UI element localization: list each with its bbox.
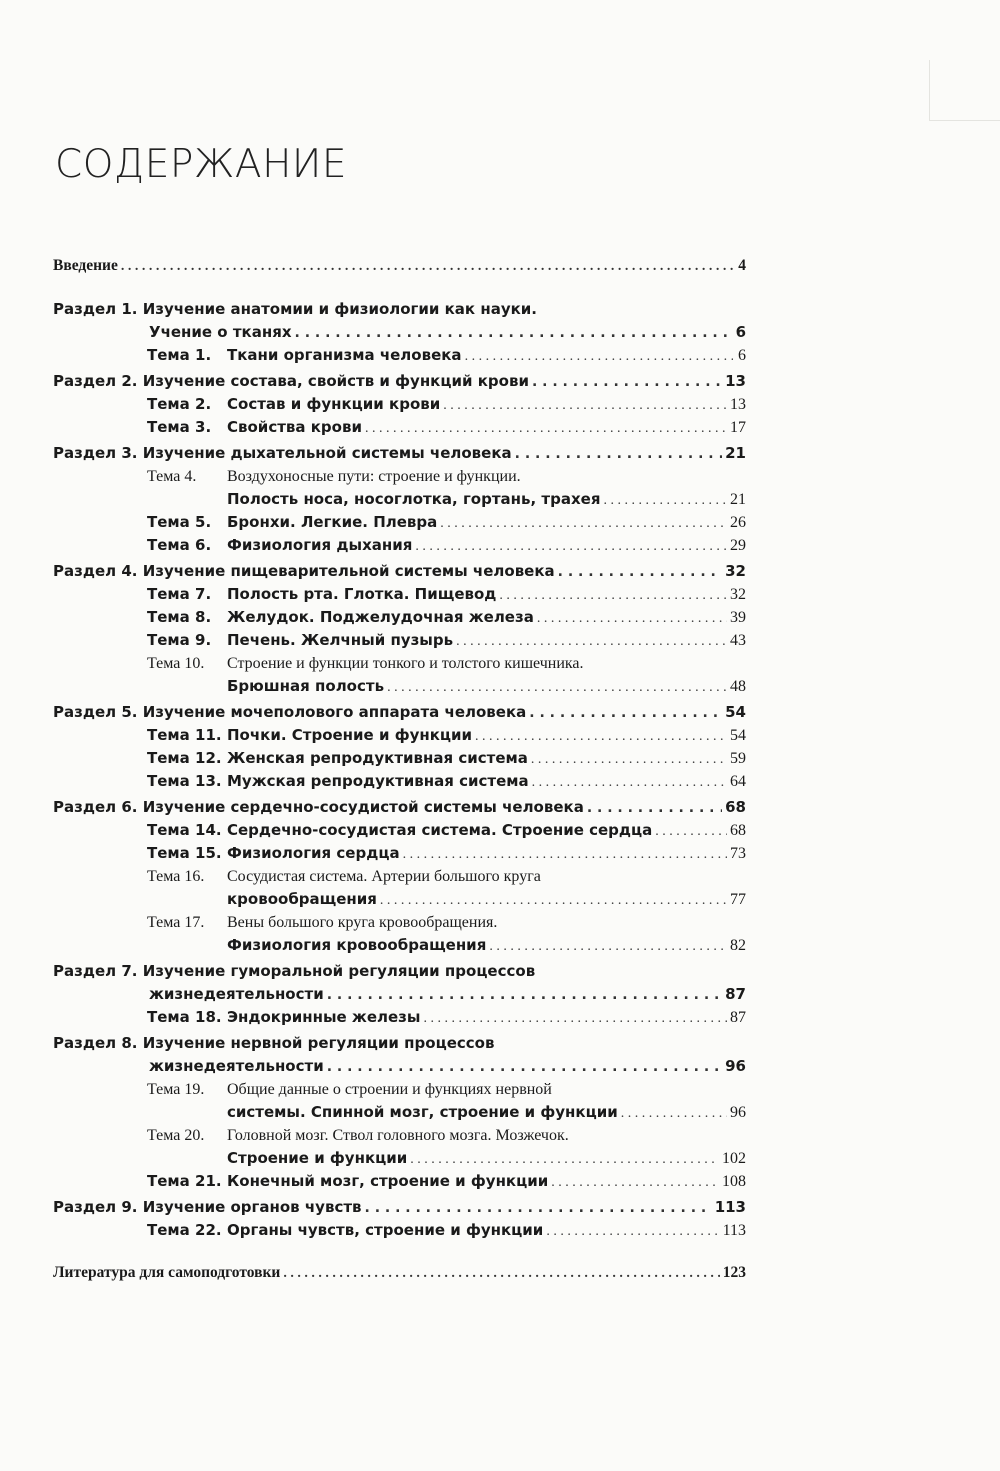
topic-title: Мужская репродуктивная система bbox=[227, 772, 529, 790]
section-title-row bbox=[53, 701, 746, 724]
topic-label bbox=[53, 511, 437, 534]
dot-leader bbox=[327, 984, 722, 1007]
topic-label bbox=[53, 1101, 618, 1124]
topic-title: Ткани организма человека bbox=[227, 346, 462, 364]
section-page: 54 bbox=[725, 703, 746, 721]
dot-leader bbox=[546, 1220, 719, 1243]
topic-label bbox=[53, 1147, 407, 1170]
topic-title-line bbox=[53, 1078, 746, 1101]
topic-title: Физиология кровообращения bbox=[227, 936, 487, 954]
dot-leader bbox=[410, 1148, 719, 1171]
toc-topic[interactable] bbox=[53, 344, 746, 367]
topic-page: 77 bbox=[730, 891, 746, 908]
topic-page: 113 bbox=[722, 1222, 746, 1239]
topic-title: Головной мозг. Ствол головного мозга. Мозжечок. bbox=[227, 1127, 569, 1144]
topic-label bbox=[53, 1219, 543, 1242]
toc-topic[interactable] bbox=[53, 583, 746, 606]
dot-leader bbox=[380, 889, 727, 912]
toc-sections bbox=[53, 298, 746, 1242]
toc-section[interactable] bbox=[53, 442, 746, 557]
section-title: Изучение пищеварительной системы человека bbox=[142, 562, 555, 580]
topic-number: Тема 12. bbox=[147, 749, 222, 767]
toc-topic[interactable] bbox=[53, 488, 746, 511]
topic-title: Физиология сердца bbox=[227, 844, 400, 862]
topic-title: Строение и функции тонкого и толстого кишечника. bbox=[227, 655, 584, 672]
section-page: 13 bbox=[725, 372, 746, 390]
section-title-row bbox=[53, 442, 746, 465]
dot-leader bbox=[489, 935, 727, 958]
section-page: 68 bbox=[725, 798, 746, 816]
topic-number: Тема 9. bbox=[147, 631, 212, 649]
toc-topic[interactable] bbox=[53, 1170, 746, 1193]
section-title-label bbox=[53, 560, 555, 583]
topic-title: Вены большого круга кровообращения. bbox=[227, 914, 498, 931]
toc-intro-label: Введение bbox=[53, 257, 118, 274]
topic-number: Тема 21. bbox=[147, 1172, 222, 1190]
toc-section[interactable] bbox=[53, 370, 746, 439]
toc-section[interactable] bbox=[53, 298, 746, 367]
dot-leader bbox=[283, 1262, 719, 1285]
section-title-line bbox=[53, 960, 746, 983]
topic-title: Почки. Строение и функции bbox=[227, 726, 473, 744]
section-title: Изучение анатомии и физиологии как науки. bbox=[142, 300, 537, 318]
topic-title-line bbox=[53, 465, 746, 488]
toc-topic[interactable] bbox=[53, 675, 746, 698]
dot-leader bbox=[365, 1197, 712, 1220]
section-prefix: Раздел 5. bbox=[53, 703, 138, 721]
topic-page: 59 bbox=[730, 750, 746, 767]
topic-number: Тема 14. bbox=[147, 821, 222, 839]
topic-title: Сердечно-сосудистая система. Строение сердца bbox=[227, 821, 653, 839]
toc-topic[interactable] bbox=[53, 1147, 746, 1170]
dot-leader bbox=[295, 322, 733, 345]
topic-page: 6 bbox=[738, 347, 746, 364]
topic-page: 73 bbox=[730, 845, 746, 862]
topic-page: 64 bbox=[730, 773, 746, 790]
dot-leader bbox=[515, 443, 722, 466]
toc-section[interactable] bbox=[53, 1196, 746, 1242]
section-title: Учение о тканях bbox=[149, 323, 292, 341]
toc-topic[interactable] bbox=[53, 888, 746, 911]
section-page: 87 bbox=[725, 985, 746, 1003]
dot-leader bbox=[443, 394, 727, 417]
page-title: СОДЕРЖАНИЕ bbox=[55, 142, 347, 187]
section-prefix: Раздел 1. bbox=[53, 300, 138, 318]
toc-topic[interactable] bbox=[53, 1006, 746, 1029]
section-title-row bbox=[53, 1196, 746, 1219]
topic-page: 43 bbox=[730, 632, 746, 649]
topic-page: 48 bbox=[730, 678, 746, 695]
table-of-contents bbox=[53, 254, 746, 1284]
topic-title: Сосудистая система. Артерии большого круга bbox=[227, 868, 541, 885]
topic-number: Тема 5. bbox=[147, 513, 212, 531]
toc-topic[interactable] bbox=[53, 1101, 746, 1124]
section-prefix: Раздел 9. bbox=[53, 1198, 138, 1216]
topic-label bbox=[53, 1170, 548, 1193]
section-title-label bbox=[53, 701, 526, 724]
dot-leader bbox=[423, 1007, 727, 1030]
dot-leader bbox=[621, 1102, 727, 1125]
topic-label bbox=[53, 888, 377, 911]
dot-leader bbox=[465, 345, 733, 368]
toc-section[interactable] bbox=[53, 1032, 746, 1193]
section-page: 6 bbox=[735, 323, 746, 341]
topic-number: Тема 18. bbox=[147, 1008, 222, 1026]
toc-section[interactable] bbox=[53, 701, 746, 793]
toc-literature[interactable] bbox=[53, 1261, 746, 1284]
section-title-label bbox=[53, 1196, 362, 1219]
section-title-row bbox=[53, 796, 746, 819]
section-title: жизнедеятельности bbox=[149, 985, 324, 1003]
topic-page: 32 bbox=[730, 586, 746, 603]
topic-label bbox=[53, 1006, 420, 1029]
topic-number: Тема 7. bbox=[147, 585, 212, 603]
topic-number: Тема 3. bbox=[147, 418, 212, 436]
topic-label bbox=[53, 416, 362, 439]
dot-leader bbox=[440, 512, 727, 535]
topic-label bbox=[53, 534, 412, 557]
section-title: Изучение сердечно-сосудистой системы человека bbox=[142, 798, 584, 816]
dot-leader bbox=[603, 489, 727, 512]
topic-title: Эндокринные железы bbox=[227, 1008, 421, 1026]
topic-page: 39 bbox=[730, 609, 746, 626]
section-page: 32 bbox=[725, 562, 746, 580]
topic-number: Тема 17. bbox=[147, 914, 205, 931]
topic-label bbox=[53, 488, 600, 511]
topic-title: Состав и функции крови bbox=[227, 395, 441, 413]
section-title: жизнедеятельности bbox=[149, 1057, 324, 1075]
topic-title: Печень. Желчный пузырь bbox=[227, 631, 454, 649]
section-title-label bbox=[53, 1055, 324, 1078]
section-title-label bbox=[53, 796, 584, 819]
toc-intro-page: 4 bbox=[738, 257, 746, 274]
toc-topic[interactable] bbox=[53, 393, 746, 416]
topic-page: 87 bbox=[730, 1009, 746, 1026]
toc-section[interactable] bbox=[53, 796, 746, 957]
toc-section[interactable] bbox=[53, 960, 746, 1029]
toc-topic[interactable] bbox=[53, 934, 746, 957]
toc-section[interactable] bbox=[53, 560, 746, 698]
topic-number: Тема 19. bbox=[147, 1081, 205, 1098]
toc-topic[interactable] bbox=[53, 534, 746, 557]
topic-number: Тема 13. bbox=[147, 772, 222, 790]
dot-leader bbox=[456, 630, 727, 653]
dot-leader bbox=[537, 607, 727, 630]
topic-title: Полость рта. Глотка. Пищевод bbox=[227, 585, 497, 603]
topic-label bbox=[53, 747, 528, 770]
toc-topic[interactable] bbox=[53, 842, 746, 865]
dot-leader bbox=[532, 771, 727, 794]
toc-topic[interactable] bbox=[53, 724, 746, 747]
section-prefix: Раздел 2. bbox=[53, 372, 138, 390]
section-title: Изучение дыхательной системы человека bbox=[142, 444, 512, 462]
topic-number: Тема 11. bbox=[147, 726, 222, 744]
section-title-line bbox=[53, 1032, 746, 1055]
toc-topic[interactable] bbox=[53, 606, 746, 629]
topic-title: Желудок. Поджелудочная железа bbox=[227, 608, 534, 626]
toc-literature-label: Литература для самоподготовки bbox=[53, 1264, 281, 1281]
section-prefix: Раздел 3. bbox=[53, 444, 138, 462]
topic-label bbox=[53, 770, 529, 793]
topic-number: Тема 6. bbox=[147, 536, 212, 554]
topic-number: Тема 20. bbox=[147, 1127, 205, 1144]
dot-leader bbox=[551, 1171, 719, 1194]
topic-title-line bbox=[53, 865, 746, 888]
topic-page: 102 bbox=[722, 1150, 746, 1167]
dot-leader bbox=[499, 584, 727, 607]
dot-leader bbox=[403, 843, 727, 866]
section-prefix: Раздел 8. bbox=[53, 1034, 138, 1052]
topic-page: 68 bbox=[730, 822, 746, 839]
dot-leader bbox=[558, 561, 722, 584]
section-page: 96 bbox=[725, 1057, 746, 1075]
topic-title-line bbox=[53, 1124, 746, 1147]
toc-topic[interactable] bbox=[53, 747, 746, 770]
section-title-label bbox=[53, 370, 529, 393]
dot-leader bbox=[475, 725, 727, 748]
topic-number: Тема 22. bbox=[147, 1221, 222, 1239]
topic-title: Воздухоносные пути: строение и функции. bbox=[227, 468, 521, 485]
topic-page: 13 bbox=[730, 396, 746, 413]
dot-leader bbox=[529, 702, 722, 725]
topic-page: 21 bbox=[730, 491, 746, 508]
topic-label bbox=[53, 675, 384, 698]
dot-leader bbox=[327, 1056, 722, 1079]
toc-topic[interactable] bbox=[53, 511, 746, 534]
page-corner-artifact bbox=[929, 60, 1000, 121]
topic-number: Тема 15. bbox=[147, 844, 222, 862]
topic-title: системы. Спинной мозг, строение и функции bbox=[227, 1103, 618, 1121]
section-prefix: Раздел 6. bbox=[53, 798, 138, 816]
dot-leader bbox=[121, 255, 733, 278]
section-page: 113 bbox=[714, 1198, 746, 1216]
toc-intro[interactable] bbox=[53, 254, 746, 277]
topic-title: Женская репродуктивная система bbox=[227, 749, 528, 767]
section-page: 21 bbox=[725, 444, 746, 462]
section-title: Изучение гуморальной регуляции процессов bbox=[142, 962, 536, 980]
topic-page: 82 bbox=[730, 937, 746, 954]
section-title-row bbox=[53, 983, 746, 1006]
toc-topic[interactable] bbox=[53, 629, 746, 652]
topic-title: Физиология дыхания bbox=[227, 536, 413, 554]
toc-topic[interactable] bbox=[53, 416, 746, 439]
topic-label bbox=[53, 842, 400, 865]
topic-title: Брюшная полость bbox=[227, 677, 385, 695]
section-title-row bbox=[53, 1055, 746, 1078]
topic-page: 108 bbox=[722, 1173, 746, 1190]
topic-number: Тема 4. bbox=[147, 468, 197, 485]
topic-label bbox=[53, 934, 486, 957]
topic-title: Органы чувств, строение и функции bbox=[227, 1221, 544, 1239]
dot-leader bbox=[415, 535, 727, 558]
topic-label bbox=[53, 393, 440, 416]
topic-page: 96 bbox=[730, 1104, 746, 1121]
topic-title-line bbox=[53, 652, 746, 675]
topic-label bbox=[53, 724, 472, 747]
section-title-line bbox=[53, 298, 746, 321]
topic-number: Тема 8. bbox=[147, 608, 212, 626]
topic-label bbox=[53, 606, 534, 629]
topic-number: Тема 10. bbox=[147, 655, 205, 672]
topic-number: Тема 1. bbox=[147, 346, 212, 364]
toc-topic[interactable] bbox=[53, 770, 746, 793]
topic-title: Полость носа, носоглотка, гортань, трахея bbox=[227, 490, 601, 508]
dot-leader bbox=[387, 676, 727, 699]
topic-title: Свойства крови bbox=[227, 418, 362, 436]
toc-topic[interactable] bbox=[53, 1219, 746, 1242]
section-title-label bbox=[53, 983, 324, 1006]
topic-page: 26 bbox=[730, 514, 746, 531]
topic-page: 29 bbox=[730, 537, 746, 554]
dot-leader bbox=[532, 371, 722, 394]
toc-topic[interactable] bbox=[53, 819, 746, 842]
section-title: Изучение органов чувств bbox=[142, 1198, 362, 1216]
topic-number: Тема 16. bbox=[147, 868, 205, 885]
section-prefix: Раздел 4. bbox=[53, 562, 138, 580]
dot-leader bbox=[531, 748, 727, 771]
topic-label bbox=[53, 583, 496, 606]
section-title-label bbox=[53, 442, 512, 465]
topic-title-line bbox=[53, 911, 746, 934]
topic-number: Тема 2. bbox=[147, 395, 212, 413]
section-title-row bbox=[53, 370, 746, 393]
topic-page: 54 bbox=[730, 727, 746, 744]
toc-literature-page: 123 bbox=[722, 1264, 746, 1281]
section-title-row bbox=[53, 560, 746, 583]
section-title: Изучение состава, свойств и функций крови bbox=[142, 372, 529, 390]
topic-title: Бронхи. Легкие. Плевра bbox=[227, 513, 438, 531]
section-title: Изучение мочеполового аппарата человека bbox=[142, 703, 527, 721]
section-prefix: Раздел 7. bbox=[53, 962, 138, 980]
dot-leader bbox=[365, 417, 727, 440]
topic-label bbox=[53, 344, 462, 367]
topic-title: кровообращения bbox=[227, 890, 377, 908]
section-title: Изучение нервной регуляции процессов bbox=[142, 1034, 495, 1052]
section-title-row bbox=[53, 321, 746, 344]
dot-leader bbox=[587, 797, 722, 820]
topic-page: 17 bbox=[730, 419, 746, 436]
topic-title: Общие данные о строении и функциях нервной bbox=[227, 1081, 552, 1098]
topic-title: Конечный мозг, строение и функции bbox=[227, 1172, 549, 1190]
topic-label bbox=[53, 819, 652, 842]
topic-label bbox=[53, 629, 453, 652]
section-title-label bbox=[53, 321, 292, 344]
dot-leader bbox=[655, 820, 727, 843]
topic-title: Строение и функции bbox=[227, 1149, 408, 1167]
